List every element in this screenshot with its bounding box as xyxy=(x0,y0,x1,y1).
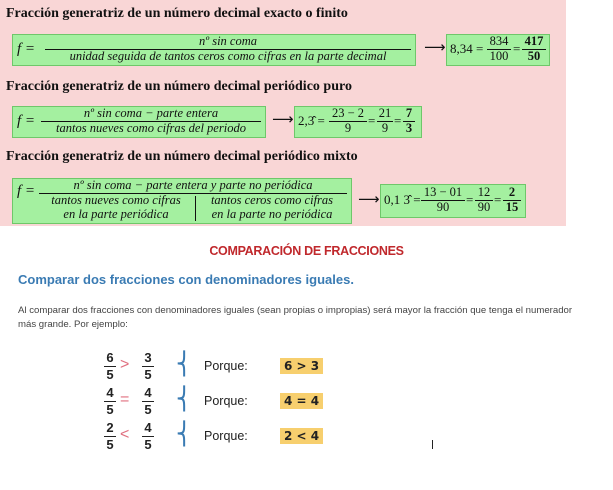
example-denominator: 90 xyxy=(436,200,450,214)
example-denominator: 100 xyxy=(489,49,509,63)
text-cursor xyxy=(432,440,433,449)
divider xyxy=(195,196,196,221)
comparison-example-1 xyxy=(100,350,340,384)
formula-lhs: f = xyxy=(17,113,36,129)
comparison-example-2 xyxy=(100,385,340,419)
fraction-b-denominator: 5 xyxy=(144,367,152,382)
denominator-left-line1: tantos nueves como cifras xyxy=(51,193,181,207)
example-mixed xyxy=(380,184,526,218)
heading-pure: Fracción generatriz de un número decimal periódico puro xyxy=(6,79,352,94)
example-result-denominator: 3 xyxy=(405,121,413,135)
arrow-icon: ⟶ xyxy=(358,190,380,208)
result-highlight: 6 > 3 xyxy=(280,358,323,374)
formula-pure xyxy=(12,106,266,138)
fraction-a-denominator: 5 xyxy=(106,367,114,382)
fraction-b-denominator: 5 xyxy=(144,437,152,452)
example-prefix: 8,34 = xyxy=(450,41,484,56)
because-label: Porque: xyxy=(204,359,248,373)
comparison-paragraph: Al comparar dos fracciones con denominadores iguales (sean propias o impropias) será mayor la fracción que tenga el numerador más grande. Por ejemplo: xyxy=(18,305,573,330)
arrow-icon: ⟶ xyxy=(272,110,294,128)
comparison-operator: < xyxy=(120,426,130,443)
result-highlight: 2 < 4 xyxy=(280,428,323,444)
equals-sign: = xyxy=(368,113,376,128)
formula-numerator: nº sin coma xyxy=(198,34,258,48)
example-result-numerator: 2 xyxy=(508,185,516,199)
example-result-denominator: 15 xyxy=(505,200,519,214)
formula-numerator: nº sin coma − parte entera y parte no periódica xyxy=(73,178,313,192)
example-denominator: 9 xyxy=(344,121,352,135)
fraction-b-numerator: 3 xyxy=(144,350,152,365)
comparison-subtitle: Comparar dos fracciones con denominadores iguales. xyxy=(18,272,354,287)
equals-sign: = xyxy=(466,192,474,207)
denominator-right-line2: en la parte no periódica xyxy=(211,207,333,221)
result-highlight: 4 = 4 xyxy=(280,393,323,409)
example-denominator: 90 xyxy=(477,200,491,214)
example-result-denominator: 50 xyxy=(527,49,541,63)
example-exact xyxy=(446,34,550,66)
fraction-a-denominator: 5 xyxy=(106,402,114,417)
comparison-title: COMPARACIÓN DE FRACCIONES xyxy=(209,244,404,258)
formula-lhs: f = xyxy=(17,41,36,57)
denominator-right-line1: tantos ceros como cifras xyxy=(210,193,334,207)
example-numerator: 23 − 2 xyxy=(331,106,365,120)
comparison-operator: = xyxy=(120,391,130,408)
example-result-numerator: 7 xyxy=(405,106,413,120)
formula-numerator: nº sin coma − parte entera xyxy=(83,106,219,120)
fraction-a-numerator: 6 xyxy=(106,350,114,365)
fraction-b-numerator: 4 xyxy=(144,420,152,435)
because-label: Porque: xyxy=(204,429,248,443)
fraction-a-numerator: 4 xyxy=(106,385,114,400)
fraction-b-numerator: 4 xyxy=(144,385,152,400)
example-prefix: 2,3̂ = xyxy=(298,113,325,128)
formula-mixed xyxy=(12,178,352,224)
formula-lhs: f = xyxy=(17,183,36,199)
comparison-operator: > xyxy=(120,356,130,373)
denominator-left-line2: en la parte periódica xyxy=(63,207,169,221)
fraction-a-numerator: 2 xyxy=(106,420,114,435)
equals-sign: = xyxy=(394,113,402,128)
fraction-b-denominator: 5 xyxy=(144,402,152,417)
bracket-icon: ⎨ xyxy=(176,352,193,377)
example-numerator: 834 xyxy=(489,34,509,48)
formula-denominator: tantos nueves como cifras del periodo xyxy=(56,121,246,135)
arrow-icon: ⟶ xyxy=(424,38,446,56)
example-result-numerator: 417 xyxy=(524,34,544,48)
heading-mixed: Fracción generatriz de un número decimal periódico mixto xyxy=(6,149,358,164)
formula-exact xyxy=(12,34,416,66)
example-denominator: 9 xyxy=(381,121,389,135)
example-numerator: 12 xyxy=(477,185,491,199)
generatrix-panel xyxy=(0,0,566,226)
comparison-example-3 xyxy=(100,420,340,454)
example-numerator: 13 − 01 xyxy=(423,185,463,199)
heading-exact: Fracción generatriz de un número decimal exacto o finito xyxy=(6,6,348,21)
example-pure xyxy=(294,106,422,138)
fraction-a-denominator: 5 xyxy=(106,437,114,452)
bracket-icon: ⎨ xyxy=(176,387,193,412)
bracket-icon: ⎨ xyxy=(176,422,193,447)
formula-denominator: unidad seguida de tantos ceros como cifras en la parte decimal xyxy=(69,49,387,63)
example-numerator: 21 xyxy=(378,106,392,120)
equals-sign: = xyxy=(494,192,502,207)
example-prefix: 0,1 3̂ = xyxy=(384,192,421,207)
equals-sign: = xyxy=(513,41,521,56)
because-label: Porque: xyxy=(204,394,248,408)
